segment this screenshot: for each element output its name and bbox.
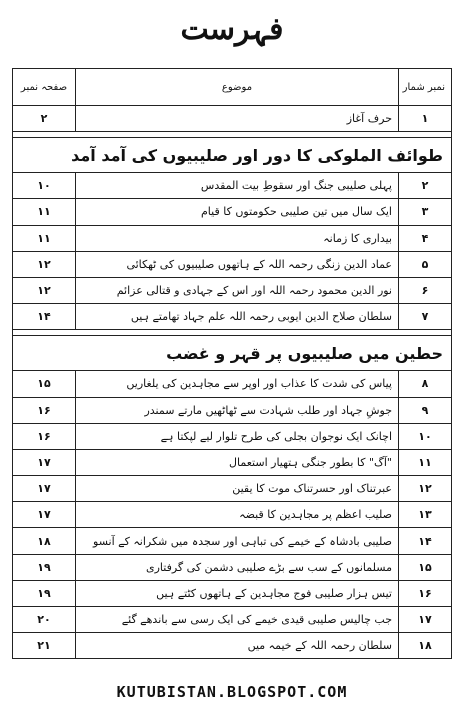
row-topic: صلیب اعظم پر مجاہدین کا قبضہ (76, 502, 399, 528)
row-topic: جب چالیس صلیبی قیدی خیمے کی ایک رسی سے باندھے گئے (76, 607, 399, 633)
topic-header: موضوع (76, 69, 399, 106)
table-row (13, 304, 452, 330)
section-heading: حطین میں صلیبیوں پر قہر و غضب (13, 336, 452, 371)
number-header: نمبر شمار (399, 69, 452, 106)
row-number: ۱۵ (399, 554, 452, 580)
section-heading-row (13, 336, 452, 371)
table-row (13, 607, 452, 633)
row-page: ۱۹ (13, 580, 76, 606)
row-page: ۱۸ (13, 528, 76, 554)
row-number: ۱۲ (399, 476, 452, 502)
row-number: ۱۴ (399, 528, 452, 554)
header-row (13, 69, 452, 106)
row-page: ۱۱ (13, 225, 76, 251)
row-topic: پہلی صلیبی جنگ اور سقوطِ بیت المقدس (76, 173, 399, 199)
row-page: ۲۱ (13, 633, 76, 659)
table-row (13, 173, 452, 199)
row-number: ۸ (399, 371, 452, 397)
row-number: ۱۰ (399, 423, 452, 449)
table-row (13, 580, 452, 606)
row-topic: تیس ہزار صلیبی فوج مجاہدین کے ہاتھوں کٹتے ہیں (76, 580, 399, 606)
row-number: ۱۱ (399, 449, 452, 475)
table-row (13, 225, 452, 251)
row-page: ۱۷ (13, 476, 76, 502)
row-page: ۱۷ (13, 449, 76, 475)
row-number: ۲ (399, 173, 452, 199)
row-page: ۱۵ (13, 371, 76, 397)
row-page: ۲ (13, 106, 76, 132)
row-topic: عبرتناک اور حسرتناک موت کا یقین (76, 476, 399, 502)
section-heading-row (13, 138, 452, 173)
watermark: KUTUBISTAN.BLOGSPOT.COM (116, 683, 348, 701)
row-page: ۱۶ (13, 423, 76, 449)
row-number: ۱ (399, 106, 452, 132)
row-topic: عماد الدین زنگی رحمہ اللہ کے ہاتھوں صلیبیوں کی ٹھکائی (76, 251, 399, 277)
row-number: ۵ (399, 251, 452, 277)
row-topic: سلطان رحمہ اللہ کے خیمہ میں (76, 633, 399, 659)
row-page: ۱۶ (13, 397, 76, 423)
row-topic: نور الدین محمود رحمہ اللہ اور اس کے جہادی و قتالی عزائم (76, 277, 399, 303)
table-row (13, 371, 452, 397)
table-row (13, 554, 452, 580)
table-row (13, 633, 452, 659)
table-row (13, 199, 452, 225)
row-number: ۱۷ (399, 607, 452, 633)
row-topic: صلیبی بادشاہ کے خیمے کی تباہی اور سجدہ میں شکرانہ کے آنسو (76, 528, 399, 554)
row-page: ۲۰ (13, 607, 76, 633)
row-page: ۱۹ (13, 554, 76, 580)
row-number: ۶ (399, 277, 452, 303)
row-number: ۱۳ (399, 502, 452, 528)
table-row (13, 397, 452, 423)
table-row (13, 277, 452, 303)
row-number: ۱۸ (399, 633, 452, 659)
row-number: ۴ (399, 225, 452, 251)
contents-body (13, 106, 452, 659)
table-row (13, 423, 452, 449)
row-page: ۱۲ (13, 251, 76, 277)
row-topic: "آگ" کا بطور جنگی ہتھیار استعمال (76, 449, 399, 475)
row-topic: جوشِ جہاد اور طلب شہادت سے ٹھاٹھیں مارتے سمندر (76, 397, 399, 423)
row-page: ۱۰ (13, 173, 76, 199)
row-topic: مسلمانوں کے سب سے بڑے صلیبی دشمن کی گرفتاری (76, 554, 399, 580)
row-topic: سلطان صلاح الدین ایوبی رحمہ اللہ علم جہاد تھامتے ہیں (76, 304, 399, 330)
row-number: ۳ (399, 199, 452, 225)
row-topic: بیداری کا زمانہ (76, 225, 399, 251)
page-title: فہرست (180, 12, 284, 47)
table-row (13, 449, 452, 475)
table-row (13, 251, 452, 277)
row-number: ۱۶ (399, 580, 452, 606)
row-topic: حرف آغاز (76, 106, 399, 132)
row-number: ۹ (399, 397, 452, 423)
row-topic: پیاس کی شدت کا عذاب اور اوپر سے مجاہدین کی یلغاریں (76, 371, 399, 397)
row-page: ۱۴ (13, 304, 76, 330)
contents-table (12, 68, 452, 659)
table-row (13, 502, 452, 528)
table-row (13, 528, 452, 554)
row-number: ۷ (399, 304, 452, 330)
row-topic: اچانک ایک نوجوان بجلی کی طرح تلوار لیے لپکتا ہے (76, 423, 399, 449)
row-page: ۱۱ (13, 199, 76, 225)
section-heading: طوائف الملوکی کا دور اور صلیبیوں کی آمد آمد (13, 138, 452, 173)
row-topic: ایک سال میں تین صلیبی حکومتوں کا قیام (76, 199, 399, 225)
row-page: ۱۷ (13, 502, 76, 528)
table-row (13, 106, 452, 132)
row-page: ۱۲ (13, 277, 76, 303)
page-header: صفحہ نمبر (13, 69, 76, 106)
table-row (13, 476, 452, 502)
